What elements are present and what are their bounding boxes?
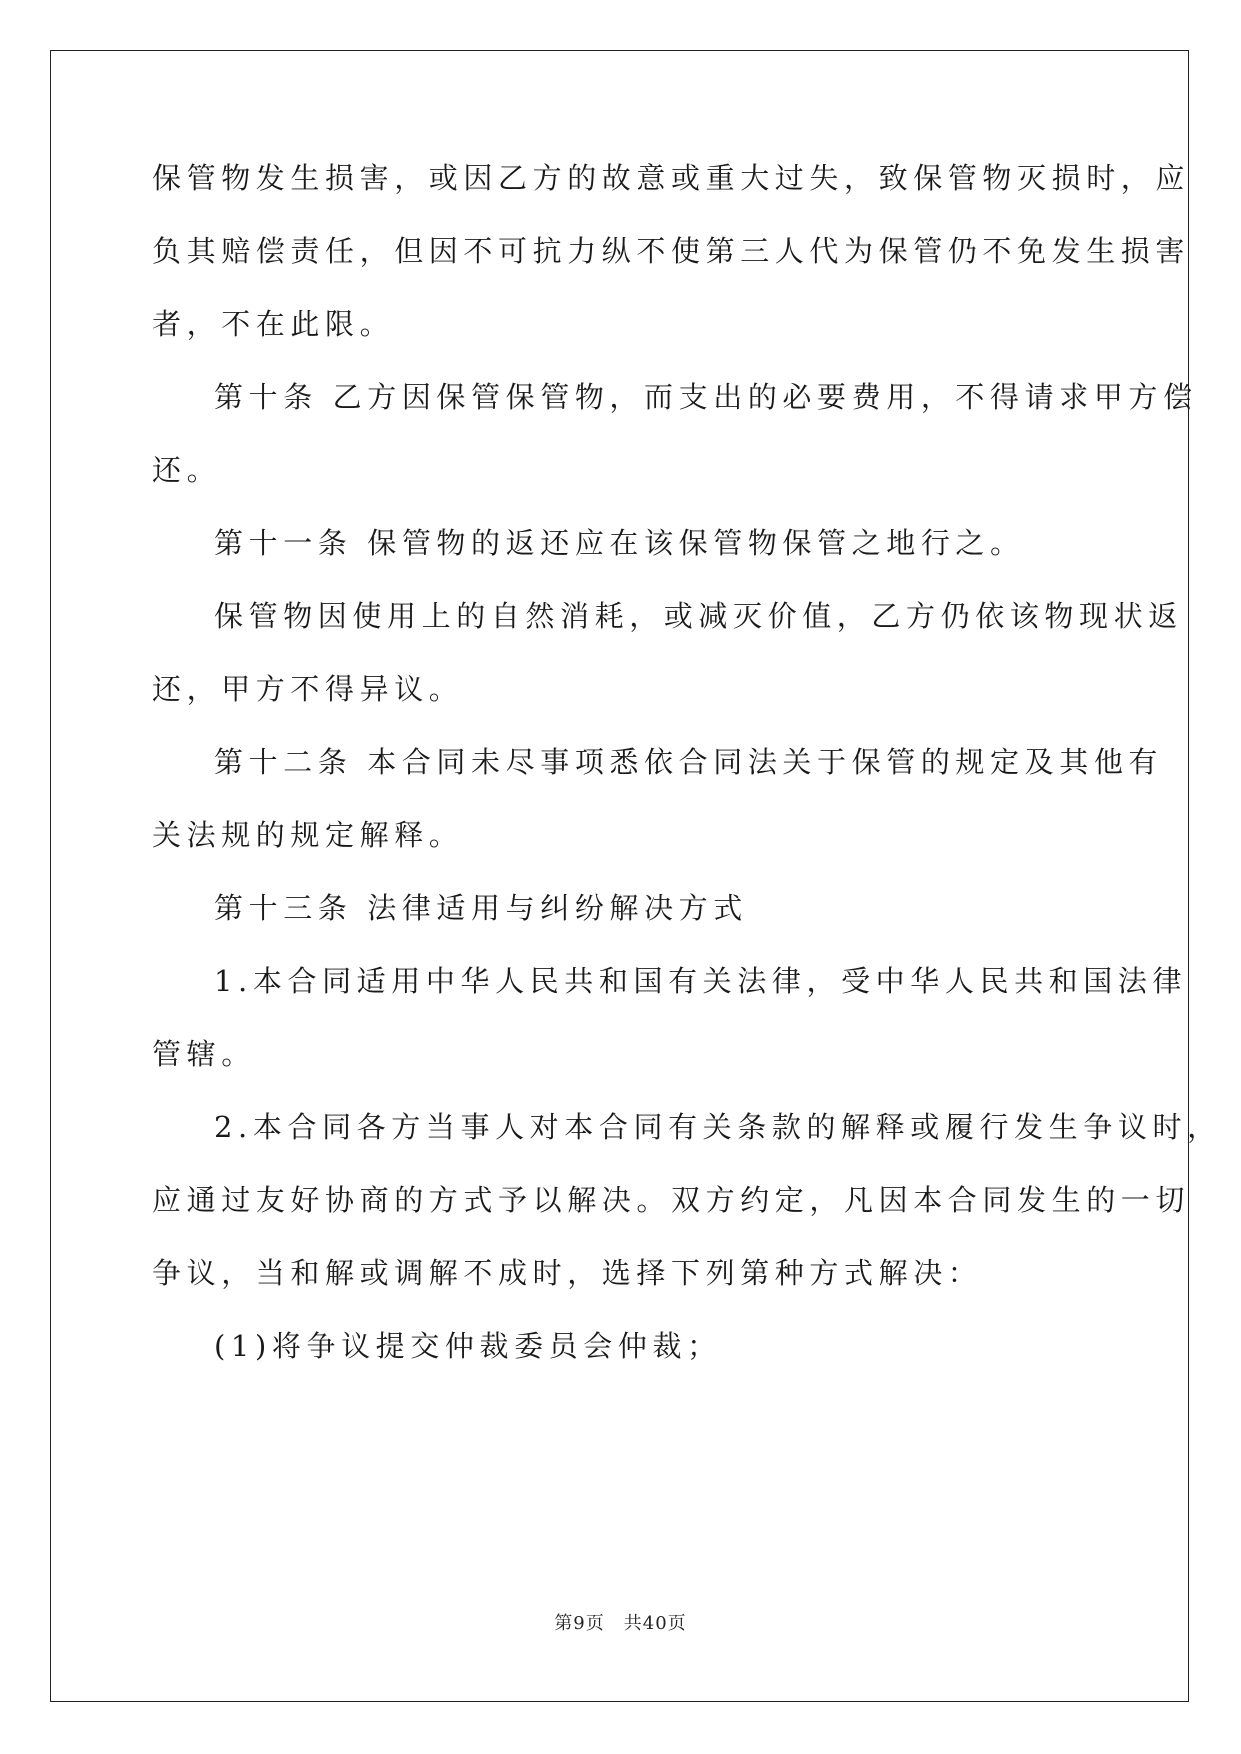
list-item: (1)将争议提交仲裁委员会仲裁； bbox=[214, 1329, 722, 1363]
text-line: 争议，当和解或调解不成时，选择下列第种方式解决： bbox=[152, 1256, 983, 1290]
text-line: 还。 bbox=[152, 453, 222, 487]
text-line: 保管物因使用上的自然消耗，或减灭价值，乙方仍依该物现状返 bbox=[214, 599, 1183, 633]
page-number: 第9页 共40页 bbox=[554, 1613, 687, 1634]
text-line: 还，甲方不得异议。 bbox=[152, 672, 464, 706]
text-line: 保管物发生损害，或因乙方的故意或重大过失，致保管物灭损时，应 bbox=[152, 161, 1191, 195]
text-line: 2.本合同各方当事人对本合同有关条款的解释或履行发生争议时， bbox=[214, 1110, 1222, 1144]
text-line: 者，不在此限。 bbox=[152, 307, 395, 341]
clause-13-heading: 第十三条 法律适用与纠纷解决方式 bbox=[214, 891, 748, 925]
text-line: 负其赔偿责任，但因不可抗力纵不使第三人代为保管仍不免发生损害 bbox=[152, 234, 1191, 268]
text-line: 关法规的规定解释。 bbox=[152, 818, 464, 852]
clause-11-heading: 第十一条 保管物的返还应在该保管物保管之地行之。 bbox=[214, 526, 1025, 560]
clause-10-heading: 第十条 乙方因保管保管物，而支出的必要费用，不得请求甲方偿 bbox=[214, 380, 1198, 414]
page-border bbox=[50, 50, 1189, 1702]
text-line: 管辖。 bbox=[152, 1037, 256, 1071]
text-line: 应通过友好协商的方式予以解决。双方约定，凡因本合同发生的一切 bbox=[152, 1183, 1191, 1217]
text-line: 1.本合同适用中华人民共和国有关法律，受中华人民共和国法律 bbox=[214, 964, 1188, 998]
clause-12-heading: 第十二条 本合同未尽事项悉依合同法关于保管的规定及其他有 bbox=[214, 745, 1164, 779]
